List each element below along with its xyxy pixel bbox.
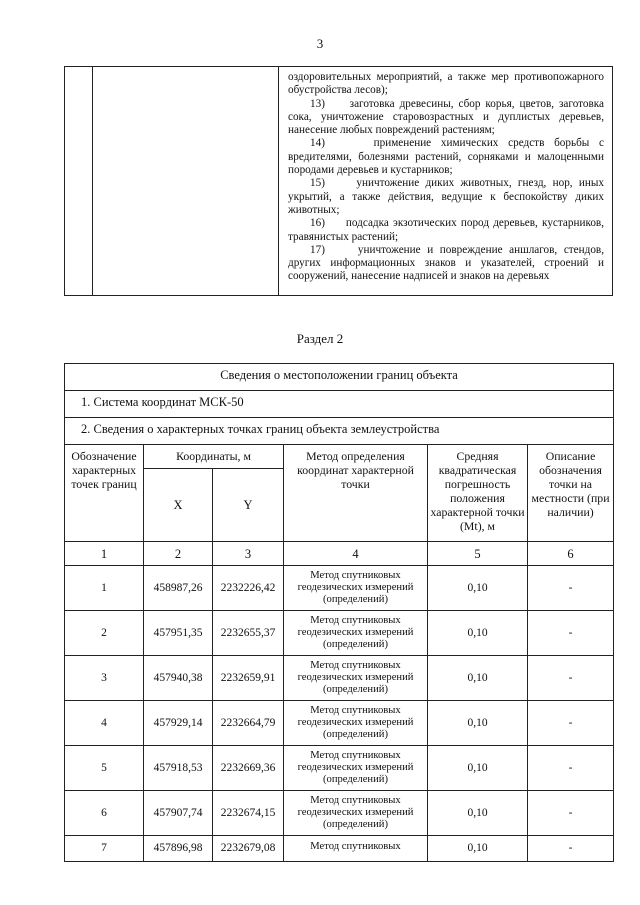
description: -	[528, 611, 614, 656]
coord-y: 2232669,36	[213, 746, 284, 791]
empty-number-cell	[65, 67, 93, 296]
coord-x: 457907,74	[144, 791, 213, 836]
column-number: 3	[213, 542, 284, 566]
table-row	[65, 701, 614, 746]
description: -	[528, 836, 614, 862]
table-row	[65, 746, 614, 791]
restriction-paragraph: 13) заготовка древесины, сбор корья, цветов, заготовка сока, уничтожение старовозрастных и дуплистых деревьев, нанесение любых повреждений растениям;	[288, 97, 604, 137]
restrictions-text-cell	[279, 67, 613, 296]
coord-y: 2232655,37	[213, 611, 284, 656]
header-designation: Обозначение характерных точек границ	[65, 445, 144, 542]
restrictions-continuation-table	[64, 66, 613, 296]
table-row	[65, 656, 614, 701]
point-number: 4	[65, 701, 144, 746]
coord-x: 457951,35	[144, 611, 213, 656]
point-number: 5	[65, 746, 144, 791]
header-error: Средняя квадратическая погрешность положения характерной точки (Mt), м	[428, 445, 528, 542]
description: -	[528, 566, 614, 611]
point-number: 7	[65, 836, 144, 862]
header-method: Метод определения координат характерной точки	[284, 445, 428, 542]
method: Метод спутниковых геодезических измерений (определений)	[284, 656, 428, 701]
method: Метод спутниковых	[284, 836, 428, 862]
coord-y: 2232674,15	[213, 791, 284, 836]
header-y: Y	[213, 469, 284, 542]
restriction-paragraph: 14) применение химических средств борьбы с вредителями, болезнями растений, сорняками и малоценными породами деревьев и кустарников;	[288, 137, 604, 177]
column-number: 6	[528, 542, 614, 566]
method: Метод спутниковых геодезических измерений (определений)	[284, 701, 428, 746]
method: Метод спутниковых геодезических измерений (определений)	[284, 791, 428, 836]
header-x: X	[144, 469, 213, 542]
table-title: Сведения о местоположении границ объекта	[65, 364, 614, 391]
error-mt: 0,10	[428, 701, 528, 746]
coord-x: 457940,38	[144, 656, 213, 701]
error-mt: 0,10	[428, 611, 528, 656]
section-title: Раздел 2	[296, 331, 344, 346]
error-mt: 0,10	[428, 791, 528, 836]
coordinate-system: 1. Система координат МСК-50	[65, 391, 614, 418]
coord-y: 2232664,79	[213, 701, 284, 746]
description: -	[528, 791, 614, 836]
point-number: 6	[65, 791, 144, 836]
page-number: 3	[316, 36, 324, 51]
coord-x: 457929,14	[144, 701, 213, 746]
restriction-paragraph: 16) подсадка экзотических пород деревьев, кустарников, травянистых растений;	[288, 217, 604, 243]
coord-y: 2232226,42	[213, 566, 284, 611]
table-row	[65, 611, 614, 656]
error-mt: 0,10	[428, 746, 528, 791]
restriction-paragraph: оздоровительных мероприятий, а также мер противопожарного обустройства лесов);	[288, 71, 604, 97]
description: -	[528, 746, 614, 791]
error-mt: 0,10	[428, 656, 528, 701]
coord-y: 2232679,08	[213, 836, 284, 862]
point-number: 1	[65, 566, 144, 611]
point-number: 3	[65, 656, 144, 701]
column-number: 2	[144, 542, 213, 566]
coord-y: 2232659,91	[213, 656, 284, 701]
header-coordinates: Координаты, м	[144, 445, 284, 469]
restriction-paragraph: 17) уничтожение и повреждение аншлагов, стендов, других информационных знаков и указателей, строений и сооружений, нанесение надписей и знаков на деревьях	[288, 243, 604, 283]
empty-name-cell	[93, 67, 279, 296]
method: Метод спутниковых геодезических измерений (определений)	[284, 611, 428, 656]
error-mt: 0,10	[428, 836, 528, 862]
coord-x: 457918,53	[144, 746, 213, 791]
description: -	[528, 701, 614, 746]
column-number: 1	[65, 542, 144, 566]
table-row	[65, 791, 614, 836]
point-number: 2	[65, 611, 144, 656]
header-description: Описание обозначения точки на местности (при наличии)	[528, 445, 614, 542]
table-row	[65, 836, 614, 862]
points-info-heading: 2. Сведения о характерных точках границ объекта землеустройства	[65, 418, 614, 445]
restriction-paragraph: 15) уничтожение диких животных, гнезд, нор, иных укрытий, а также действия, ведущие к беспокойству диких животных;	[288, 177, 604, 216]
error-mt: 0,10	[428, 566, 528, 611]
method: Метод спутниковых геодезических измерений (определений)	[284, 746, 428, 791]
method: Метод спутниковых геодезических измерений (определений)	[284, 566, 428, 611]
boundary-points-table	[64, 363, 614, 862]
coord-x: 457896,98	[144, 836, 213, 862]
column-number: 5	[428, 542, 528, 566]
coord-x: 458987,26	[144, 566, 213, 611]
column-number: 4	[284, 542, 428, 566]
table-row	[65, 566, 614, 611]
description: -	[528, 656, 614, 701]
